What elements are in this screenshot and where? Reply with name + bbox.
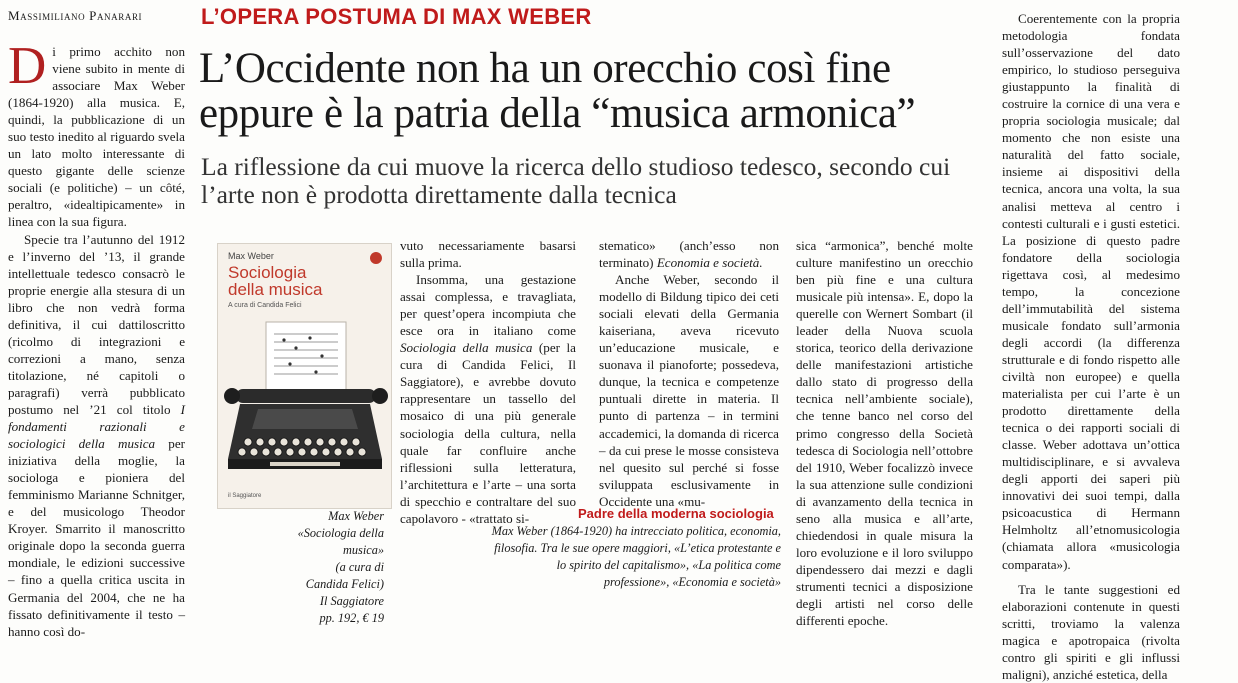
caption-line: (a cura di Candida Felici) [305, 560, 384, 591]
cover-publisher: il Saggiatore [228, 493, 262, 499]
cover-title-line: della musica [228, 280, 323, 299]
article-paragraph [8, 231, 185, 640]
article-paragraph: vuto necessariamente basarsi sulla prima. [400, 238, 576, 271]
kicker: L’OPERA POSTUMA DI MAX WEBER [201, 4, 592, 29]
paragraph-text: Specie tra l’autunno del 1912 e l’inverno del ’13, il grande intellettuale tedesco consacrò le proprie energie alla stesura di un libro che non vedrà forma definitiva, il cui dattiloscritto (ricolmo di integrazioni e correzioni a mano, senza titolazione, né capitoli o paragrafi) verrà pubblicato postumo nel ’21 col titolo [8, 231, 185, 417]
book-title-italic: I fondamenti razionali e sociologici della musica [8, 401, 185, 452]
cover-title-line: Sociologia [228, 263, 307, 282]
article-paragraph [8, 37, 185, 231]
image-caption [292, 508, 384, 627]
article-paragraph: sica “armonica”, benché molte culture manifestino un orecchio ben più fine e una cultura musicale più intensa». E, dopo la querelle con Wernert Sombart (il leader della Nuova scuola storica, teorico della derivazione delle manifestazioni artistiche dallo stato di progresso della tecnica nell’ambiente sociale), che tenne banco nel corso del primo congresso della Società tedesca di Sociologia nell’ottobre del 1910, Weber focalizzò invece la sua attenzione sulle condizioni di avanzamento della tecnica in seno alla musica e all’arte, chiedendosi in quale misura la loro evoluzione e il loro sviluppo dipendessero dai mezzi e dagli strumenti tecnici a disposizione degli artisti nel corso delle differenti epoche. [796, 238, 973, 629]
cover-author: Max Weber [228, 251, 274, 261]
article-paragraph [400, 271, 576, 527]
article-column-1 [8, 37, 185, 640]
book-cover-image [217, 243, 392, 509]
headline: L’Occidente non ha un orecchio così fine eppure è la patria della “musica armonica” [199, 45, 916, 137]
caption-line: «Sociologia della musica» [297, 526, 384, 557]
drop-cap: D [8, 37, 47, 95]
article-paragraph [599, 237, 779, 271]
article-column-4 [796, 237, 973, 629]
typewriter-icon [218, 244, 391, 508]
article-column-3 [599, 237, 779, 510]
sidebar-body: Max Weber (1864-1920) ha intrecciato politica, economia, filosofia. Tra le sue opere maggiori, «L’etica protestante e lo spirito del capitalismo», «La politica come professione», «Economia e società» [491, 524, 781, 589]
caption-line: Il Saggiatore [319, 594, 384, 608]
paragraph-text: (per la cura di Candida Felici, Il Saggiatore), e avrebbe dovuto rappresentare un tassello del mosaico di una più generale sociologia della cultura, nella quale far confluire anche riflessioni sulla letteratura, l’architettura e l’arte – una sorta di specchio e contraltare del suo capolavoro - «trattato si- [400, 340, 576, 526]
caption-line: pp. 192, € 19 [319, 611, 384, 625]
author-byline: Massimiliano Panarari [8, 8, 143, 23]
article-paragraph: Tra le tante suggestioni ed elaborazioni contenute in questi scritti, troviamo la valenza magica e apotropaica (rivolta contro gli spiriti e gli influssi maligni), anziché estetica, della [1002, 581, 1180, 682]
book-title-italic: Sociologia della musica [400, 340, 533, 356]
paragraph-text: Insomma, una gestazione assai complessa, e travagliata, per quest’opera incompiuta che esce ora in italiano come [400, 272, 576, 339]
article-column-5 [1002, 10, 1180, 683]
article-column-2 [400, 237, 576, 527]
paragraph-text: per iniziativa della moglie, la sociologa e pioniera del femminismo Marianne Schnitger, e del musicologo Theodor Kroyer. Smarrito il manoscritto originale dopo la seconda guerra mondiale, le edizioni successive – fino a quella critica uscita in Germania del 2004, che ne ha fissato definitivamente il testo – hanno così do- [8, 436, 185, 639]
paragraph-text: i primo acchito non viene subito in mente di associare Max Weber (1864-1920) alla musica. E, quindi, la pubblicazione di un suo testo inedito al riguardo svela un lato molto interessante di questo gigante delle scienze sociali (e politiche) – un côté, peraltro, «idealtipicamente» in linea con la sua figura. [8, 44, 185, 230]
sidebar-title: Padre della moderna sociologia [578, 506, 774, 521]
article-paragraph: Coerentemente con la propria metodologia fondata sull’osservazione del dato empirico, lo studioso perseguiva giustappunto la finalità di costruire la cornice di una vera e propria sociologia musicale; dal momento che non esiste una naturalità del fatto sociale, insieme ai dispositivi della tecnica, ancora una volta, la sua analisi metteva al centro i contesti culturali e i gusti estetici. La posizione di questo padre fondatore della sociologia rigettava così, al medesimo tempo, la concezione dell’immutabilità del sistema musicale fondato sull’armonia degli accordi (la differenza strutturale e di fondo rispetto alle civiltà non europee) e quella materialista per cui l’arte è un prodotto direttamente della tecnica o dei rapporti sociali di classe. Weber adottava un’ottica multidisciplinare, e si avvaleva degli apporti dei saperi più innovativi dei suoi tempi, dalla psicoacustica di Hermann Helmholtz all’etnomusicologia (chiamata allora «musicologia comparata»). [1002, 11, 1180, 572]
caption-line: Max Weber [328, 509, 384, 523]
paragraph-text: stematico» (anch’esso non terminato) [599, 238, 779, 271]
cover-editor: A cura di Candida Felici [228, 302, 302, 309]
book-title-italic: Economia e società. [656, 255, 763, 271]
article-paragraph: Anche Weber, secondo il modello di Bildung tipico dei ceti sociali elevati della Germania kaiseriana, aveva ricevuto un’educazione musicale, e suonava il pianoforte; possedeva, dunque, la tecnica e competenze puntuali dirette in materia. Il punto di partenza – in termini accademici, la domanda di ricerca – da cui prese le mosse consisteva nel quesito sul perché si fosse sviluppata esclusivamente in Occidente una «mu- [599, 272, 779, 509]
subheadline: La riflessione da cui muove la ricerca dello studioso tedesco, secondo cui l’arte non è prodotta direttamente dalla tecnica [201, 152, 951, 209]
